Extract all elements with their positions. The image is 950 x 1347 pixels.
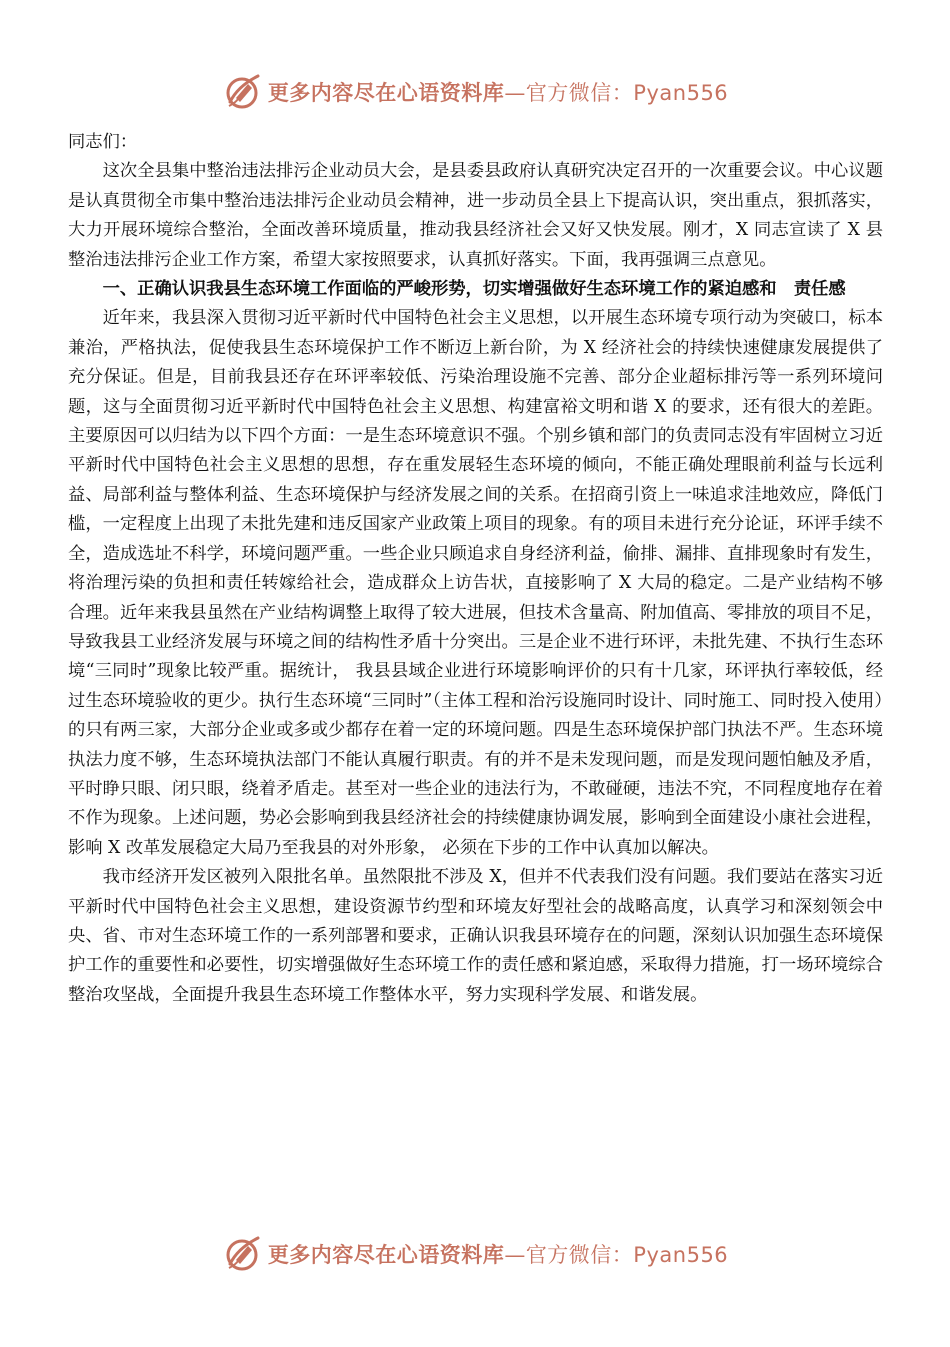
watermark-main: 更多内容尽在心语资料库 bbox=[267, 1242, 505, 1267]
paragraph-body-1: 近年来，我县深入贯彻习近平新时代中国特色社会主义思想，以开展生态环境专项行动为突破口，标本兼治，严格执法，促使我县生态环境保护工作不断迈上新台阶，为 X 经济社会的持续快速健康发展提供了充分保证。但是，目前我县还存在环评率较低、污染治理设施不完善、部分企业超标排污等一系列环境问题，这与全面贯彻习近平新时代中国特色社会主义思想、构建富裕文明和谐 X 的要求，还有很大的差距。主要原因可以归结为以下四个方面：一是生态环境意识不强。个别乡镇和部门的负责同志没有牢固树立习近平新时代中国特色社会主义思想的思想，存在重发展轻生态环境的倾向，不能正确处理眼前利益与长远利益、局部利益与整体利益、生态环境保护与经济发展之间的关系。在招商引资上一味追求洼地效应，降低门槛，一定程度上出现了未批先建和违反国家产业政策上项目的现象。有的项目未进行充分论证，环评手续不全，造成选址不科学，环境问题严重。一些企业只顾追求自身经济利益，偷排、漏排、直排现象时有发生，将治理污染的负担和责任转嫁给社会，造成群众上访告状，直接影响了 X 大局的稳定。二是产业结构不够合理。近年来我县虽然在产业结构调整上取得了较大进展，但技术含量高、附加值高、零排放的项目不足，导致我县工业经济发展与环境之间的结构性矛盾十分突出。三是企业不进行环评，未批先建、不执行生态环境“三同时”现象比较严重。据统计， 我县县域企业进行环境影响评价的只有十几家，环评执行率较低，经过生态环境验收的更少。执行生态环境“三同时”（主体工程和治污设施同时设计、同时施工、同时投入使用）的只有两三家，大部分企业或多或少都存在着一定的环境问题。四是生态环境保护部门执法不严。生态环境执法力度不够，生态环境执法部门不能认真履行职责。有的并不是未发现问题，而是发现问题怕触及矛盾，平时睁只眼、闭只眼，绕着矛盾走。甚至对一些企业的违法行为，不敢碰硬，违法不究，不同程度地存在着不作为现象。上述问题，势必会影响到我县经济社会的持续健康协调发展，影响到全面建设小康社会进程，影响 X 改革发展稳定大局乃至我县的对外形象， 必须在下步的工作中认真加以解决。 bbox=[68, 308, 883, 858]
watermark-dash: — bbox=[504, 81, 526, 105]
paragraph-body-2: 我市经济开发区被列入限批名单。虽然限批不涉及 X，但并不代表我们没有问题。我们要站在落实习近平新时代中国特色社会主义思想，建设资源节约型和环境友好型社会的战略高度，认真学习和深刻领会中央、省、市对生态环境工作的一系列部署和要求，正确认识我县环境存在的问题，深刻认识加强生态环境保护工作的重要性和必要性，切实增强做好生态环境工作的责任感和紧迫感，采取得力措施，打一场环境综合整治攻坚战，全面提升我县生态环境工作整体水平，努力实现科学发展、和谐发展。 bbox=[68, 867, 883, 1005]
watermark-suffix: 官方微信：Pyan556 bbox=[525, 1243, 729, 1267]
watermark-dash: — bbox=[504, 1243, 526, 1267]
watermark-text bbox=[268, 77, 728, 107]
watermark-banner-bottom bbox=[0, 1232, 950, 1276]
paragraph-intro: 这次全县集中整治违法排污企业动员大会，是县委县政府认真研究决定召开的一次重要会议。中心议题是认真贯彻全市集中整治违法排污企业动员会精神，进一步动员全县上下提高认识，突出重点，狠抓落实，大力开展环境综合整治，全面改善环境质量，推动我县经济社会又好又快发展。刚才，X 同志宣读了 X 县整治违法排污企业工作方案，希望大家按照要求，认真抓好落实。下面，我再强调三点意见。 bbox=[68, 161, 883, 270]
watermark-banner-top bbox=[0, 70, 950, 114]
watermark-suffix: 官方微信：Pyan556 bbox=[525, 81, 729, 105]
watermark-text bbox=[268, 1239, 728, 1269]
section-heading-1: 一、正确认识我县生态环境工作面临的严峻形势，切实增强做好生态环境工作的紧迫感和 责任感 bbox=[102, 279, 846, 300]
pen-logo-icon bbox=[222, 1234, 262, 1274]
pen-logo-icon bbox=[222, 72, 262, 112]
salutation: 同志们： bbox=[68, 132, 138, 152]
document-body bbox=[68, 128, 883, 1010]
watermark-main: 更多内容尽在心语资料库 bbox=[267, 80, 505, 105]
